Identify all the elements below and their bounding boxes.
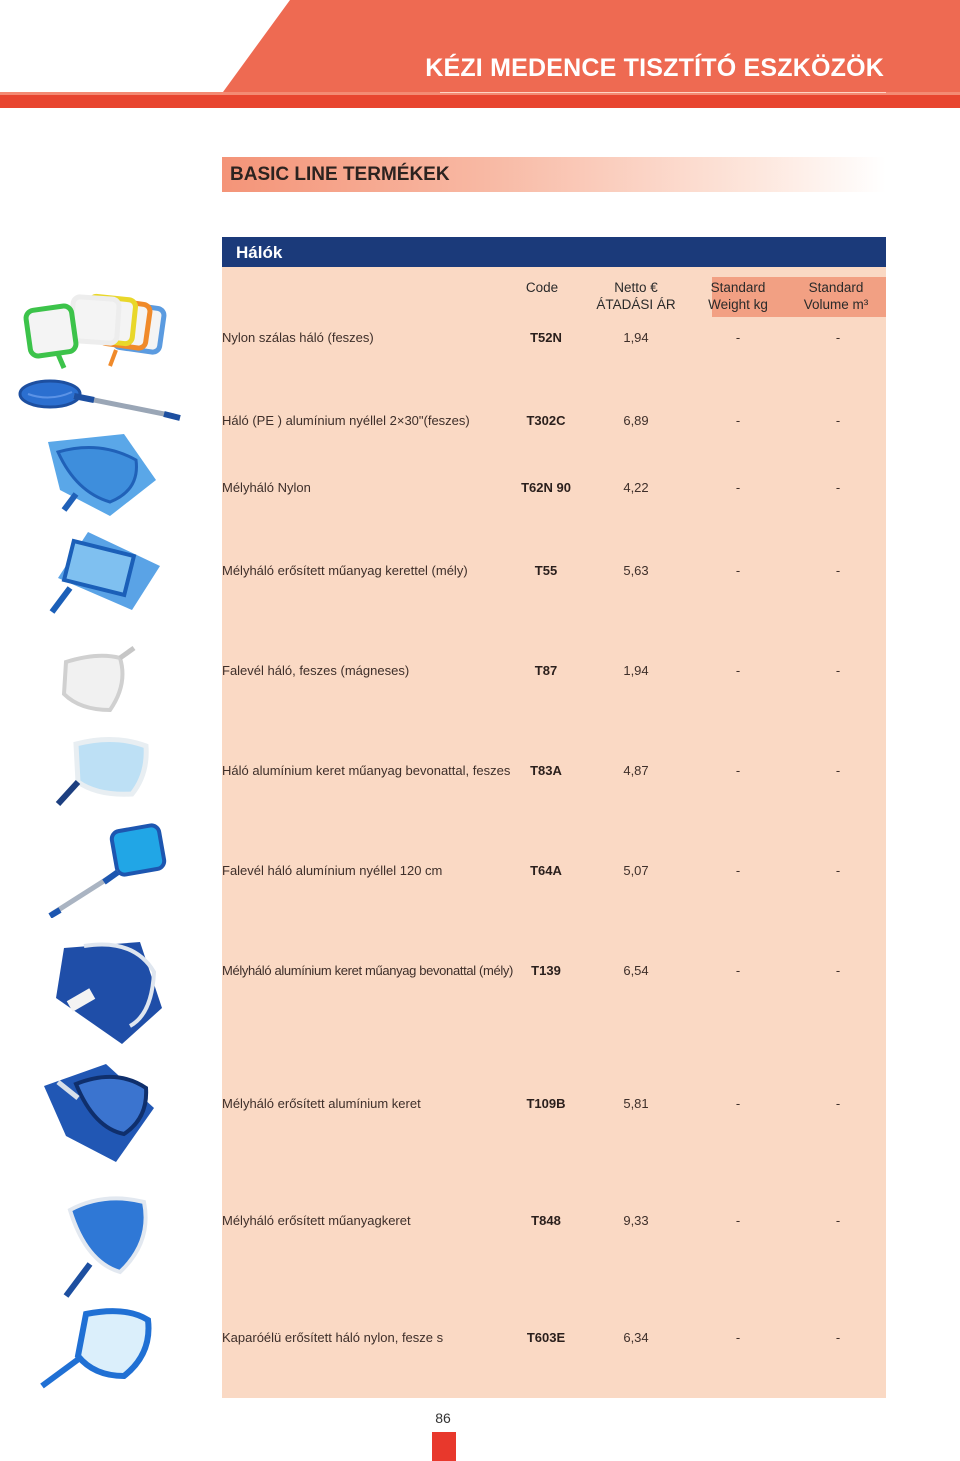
column-header-code: Code — [525, 280, 559, 295]
product-price: 9,33 — [623, 1213, 649, 1228]
product-weight: - — [735, 863, 741, 878]
product-volume: - — [835, 763, 841, 778]
product-weight: - — [735, 413, 741, 428]
product-volume: - — [835, 563, 841, 578]
section-title: BASIC LINE TERMÉKEK — [230, 164, 450, 185]
product-volume: - — [835, 863, 841, 878]
product-code: T64A — [530, 863, 562, 878]
product-volume: - — [835, 480, 841, 495]
column-header-weight: Standard Weight kg — [708, 280, 768, 312]
product-weight: - — [735, 1096, 741, 1111]
product-volume: - — [835, 1330, 841, 1345]
table-row — [222, 563, 886, 583]
product-weight: - — [735, 763, 741, 778]
product-name: Mélyháló erősített alumínium keret — [222, 1096, 421, 1111]
deep-net-nylon-icon — [40, 430, 160, 518]
product-price: 5,81 — [623, 1096, 649, 1111]
product-volume: - — [835, 1096, 841, 1111]
product-volume: - — [835, 413, 841, 428]
product-name: Háló alumínium keret műanyag bevonattal, feszes — [222, 763, 511, 778]
deep-net-aluminium-icon — [44, 928, 168, 1048]
product-name: Mélyháló erősített műanyag kerettel (mély) — [222, 563, 468, 578]
deep-net-plastic-icon — [60, 1192, 156, 1300]
deep-net-reinforced-icon — [36, 1058, 160, 1168]
page-marker — [432, 1432, 456, 1461]
deep-net-plastic-frame-icon — [48, 526, 164, 616]
scraper-edge-net-icon — [38, 1306, 156, 1390]
page-number: 86 — [435, 1410, 451, 1426]
product-name: Falevél háló alumínium nyéllel 120 cm — [222, 863, 443, 878]
product-name: Nylon szálas háló (feszes) — [222, 330, 374, 345]
product-code: T139 — [531, 963, 561, 978]
product-price: 6,89 — [623, 413, 649, 428]
product-code: T302C — [526, 413, 566, 428]
product-weight: - — [735, 663, 741, 678]
product-price: 4,22 — [623, 480, 649, 495]
product-code: T109B — [526, 1096, 566, 1111]
product-code: T83A — [530, 763, 562, 778]
product-price: 6,34 — [623, 1330, 649, 1345]
column-header-price: Netto € ÁTADÁSI ÁR — [596, 280, 676, 312]
table-row — [222, 1096, 886, 1116]
product-name: Mélyháló alumínium keret műanyag bevonattal (mély) — [222, 963, 514, 978]
leaf-net-handle-icon — [48, 822, 170, 918]
table-row — [222, 763, 886, 783]
product-weight: - — [735, 1330, 741, 1345]
product-weight: - — [735, 1213, 741, 1228]
product-weight: - — [735, 330, 741, 345]
column-header-volume: Standard Volume m³ — [803, 280, 869, 312]
table-row — [222, 963, 886, 983]
product-price: 1,94 — [623, 330, 649, 345]
table-row — [222, 863, 886, 883]
white-leaf-net-icon — [58, 644, 140, 716]
table-row — [222, 663, 886, 683]
aluminium-frame-net-icon — [52, 734, 152, 810]
column-headers — [222, 277, 886, 317]
table-row — [222, 413, 886, 433]
product-price: 1,94 — [623, 663, 649, 678]
product-code: T603E — [526, 1330, 566, 1345]
product-price: 6,54 — [623, 963, 649, 978]
table-row — [222, 1330, 886, 1350]
table-title: Hálók — [236, 243, 283, 262]
product-name: Falevél háló, feszes (mágneses) — [222, 663, 410, 678]
product-volume: - — [835, 330, 841, 345]
product-code: T87 — [534, 663, 558, 678]
product-code: T848 — [531, 1213, 561, 1228]
product-code: T55 — [534, 563, 558, 578]
product-volume: - — [835, 963, 841, 978]
product-code: T62N 90 — [521, 480, 571, 495]
product-code: T52N — [530, 330, 562, 345]
product-price: 5,07 — [623, 863, 649, 878]
header-rule — [440, 92, 886, 93]
product-price: 5,63 — [623, 563, 649, 578]
product-weight: - — [735, 963, 741, 978]
product-name: Háló (PE ) alumínium nyéllel 2×30"(feszes) — [222, 413, 470, 428]
product-volume: - — [835, 1213, 841, 1228]
net-with-pole-icon — [14, 374, 184, 424]
section-banner — [222, 157, 886, 192]
product-table — [222, 267, 886, 1398]
product-volume: - — [835, 663, 841, 678]
product-weight: - — [735, 480, 741, 495]
product-name: Mélyháló Nylon — [222, 480, 311, 495]
table-row — [222, 1213, 886, 1233]
table-header-bar — [222, 237, 886, 267]
product-name: Kaparóélü erősített háló nylon, fesze s — [222, 1330, 444, 1345]
product-weight: - — [735, 563, 741, 578]
table-row — [222, 330, 886, 350]
table-row — [222, 480, 886, 500]
product-price: 4,87 — [623, 763, 649, 778]
flat-net-colors-icon — [18, 292, 178, 372]
page-title: KÉZI MEDENCE TISZTÍTÓ ESZKÖZÖK — [425, 54, 884, 82]
product-name: Mélyháló erősített műanyagkeret — [222, 1213, 411, 1228]
header-band — [0, 0, 960, 108]
